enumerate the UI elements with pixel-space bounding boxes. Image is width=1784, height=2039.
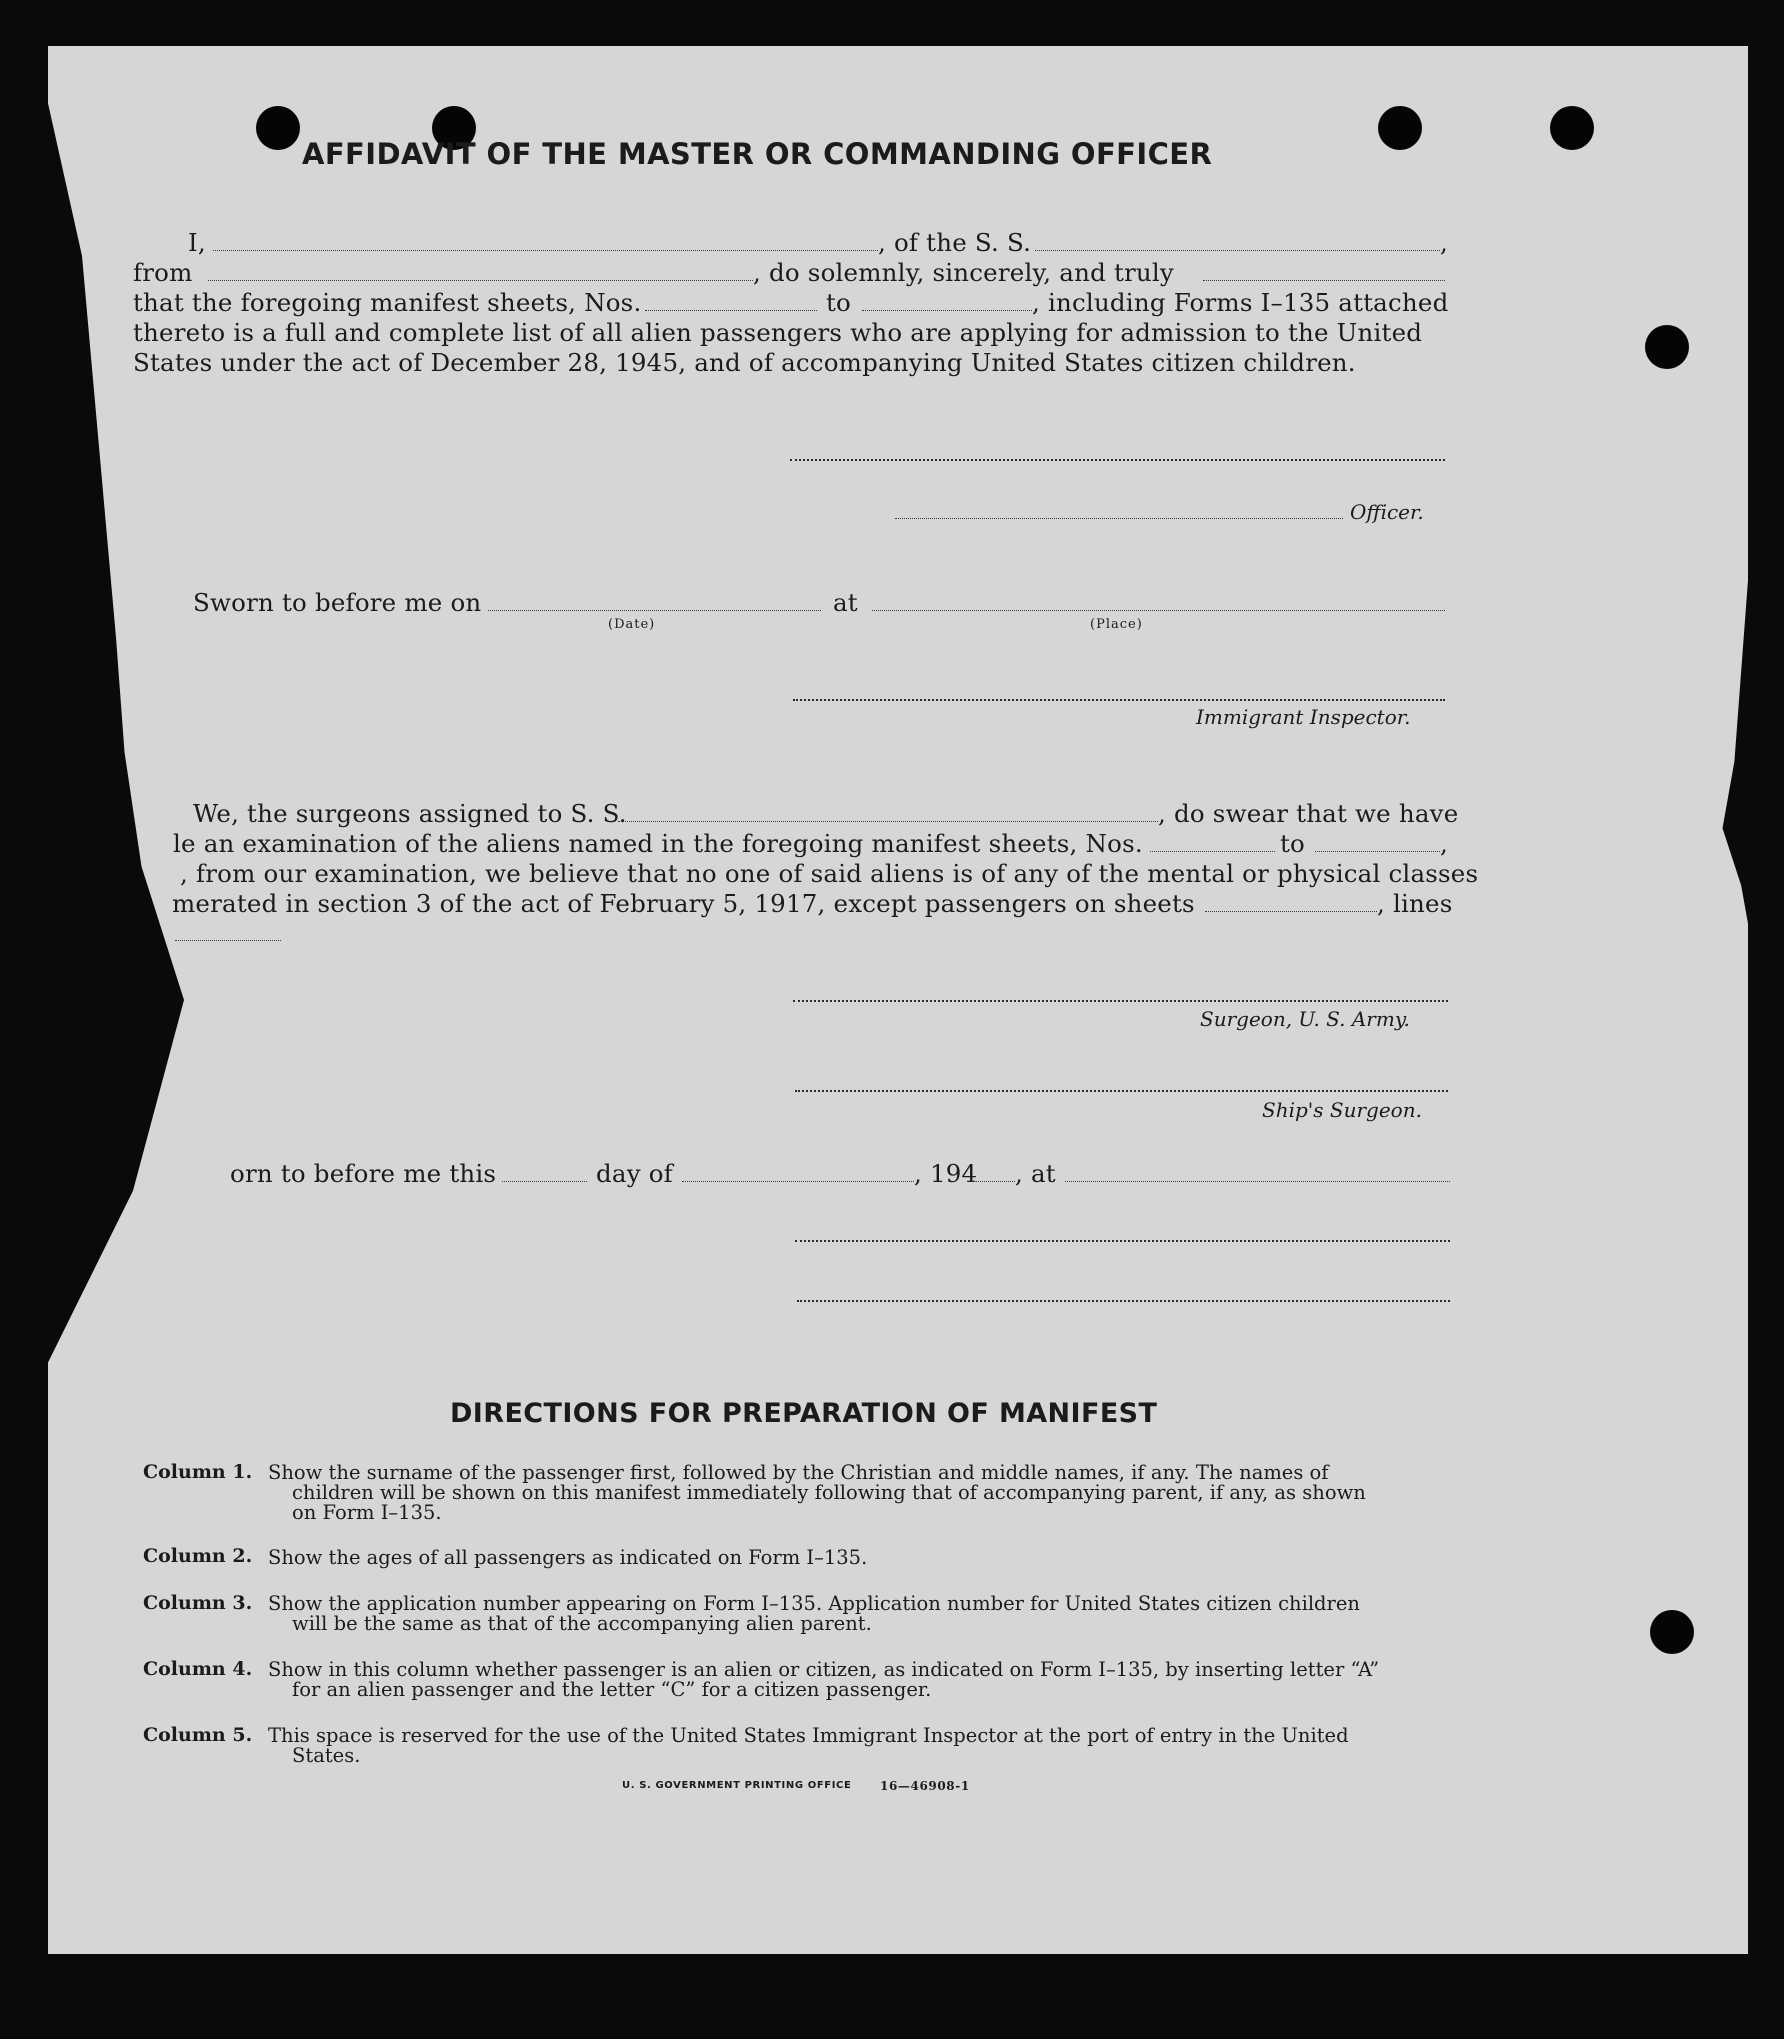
date-caption: (Date) <box>608 617 656 632</box>
affidavit-text: I, <box>188 228 206 257</box>
column-1-text: on Form I–135. <box>292 1501 442 1524</box>
punch-hole <box>1650 1610 1694 1654</box>
printer-imprint: U. S. GOVERNMENT PRINTING OFFICE <box>622 1780 852 1791</box>
surgeons-lines-field[interactable] <box>175 940 281 941</box>
column-1-text: children will be shown on this manifest immediately following that of accompanying parent, if any, as shown <box>292 1481 1366 1504</box>
column-4-text: Show in this column whether passenger is an alien or citizen, as indicated on Form I–135, by inserting letter “A” <box>268 1658 1380 1681</box>
column-2-label: Column 2. <box>143 1545 253 1567</box>
ship-name-field[interactable] <box>1035 250 1440 251</box>
column-5-text: States. <box>292 1744 361 1767</box>
column-3-text: Show the application number appearing on Form I–135. Application number for United States citizen children <box>268 1592 1360 1615</box>
affidavit-text: , including Forms I–135 attached <box>1032 288 1449 317</box>
officer-title-field[interactable] <box>895 518 1343 519</box>
affidavit-text: thereto is a full and complete list of all alien passengers who are applying for admission to the United <box>133 318 1423 347</box>
sworn2-day-field[interactable] <box>502 1181 587 1182</box>
punch-hole <box>1378 106 1422 150</box>
surgeons-text: We, the surgeons assigned to S. S. <box>193 799 627 828</box>
column-5-text: This space is reserved for the use of the United States Immigrant Inspector at the port of entry in the United <box>268 1724 1349 1747</box>
army-surgeon-label: Surgeon, U. S. Army. <box>1200 1007 1410 1031</box>
affidavit-text: States under the act of December 28, 1945, and of accompanying United States citizen children. <box>133 348 1356 377</box>
sworn2-signature-line[interactable] <box>795 1240 1450 1242</box>
surgeons-text: merated in section 3 of the act of February 5, 1917, except passengers on sheets <box>172 889 1195 918</box>
affidavit-text: that the foregoing manifest sheets, Nos. <box>133 288 642 317</box>
surgeons-sheet-to-field[interactable] <box>1315 851 1440 852</box>
column-1-text: Show the surname of the passenger first, followed by the Christian and middle names, if any. The names of <box>268 1461 1329 1484</box>
directions-title: DIRECTIONS FOR PREPARATION OF MANIFEST <box>450 1398 1158 1429</box>
place-caption: (Place) <box>1090 617 1143 632</box>
surgeons-sheets-field[interactable] <box>1205 911 1377 912</box>
affidavit-title: AFFIDAVIT OF THE MASTER OR COMMANDING OFFICER <box>302 137 1213 171</box>
column-3-label: Column 3. <box>143 1592 253 1614</box>
sworn2-text: , 194 <box>914 1159 978 1188</box>
sworn-date-field[interactable] <box>488 610 821 611</box>
ship-surgeon-signature-line[interactable] <box>795 1090 1448 1092</box>
affidavit-text: , do solemnly, sincerely, and truly <box>753 258 1174 287</box>
sworn-place-field[interactable] <box>872 610 1445 611</box>
surgeons-text: , from our examination, we believe that no one of said aliens is of any of the mental or physical classes <box>180 859 1479 888</box>
surgeons-text: le an examination of the aliens named in the foregoing manifest sheets, Nos. <box>173 829 1143 858</box>
army-surgeon-signature-line[interactable] <box>793 1000 1448 1002</box>
punch-hole <box>1550 106 1594 150</box>
column-2-text: Show the ages of all passengers as indicated on Form I–135. <box>268 1546 868 1569</box>
affidavit-text: , of the S. S. <box>878 228 1032 257</box>
sworn-text: Sworn to before me on <box>193 588 482 617</box>
punch-hole <box>1645 325 1689 369</box>
surgeons-sheet-from-field[interactable] <box>1150 851 1275 852</box>
surgeons-text: to <box>1280 829 1305 858</box>
surgeons-ship-field[interactable] <box>618 821 1158 822</box>
master-name-field[interactable] <box>213 250 878 251</box>
sworn2-month-field[interactable] <box>682 1181 914 1182</box>
departure-port-field[interactable] <box>208 280 753 281</box>
form-code: 16—46908-1 <box>880 1779 970 1793</box>
inspector-signature-line[interactable] <box>793 699 1445 701</box>
officer-label: Officer. <box>1350 500 1424 524</box>
column-3-text: will be the same as that of the accompanying alien parent. <box>292 1612 872 1635</box>
sworn2-text: , at <box>1015 1159 1056 1188</box>
surgeons-text: , <box>1440 829 1448 858</box>
sheet-from-field[interactable] <box>645 310 817 311</box>
affidavit-text: from <box>133 258 193 287</box>
sworn-text: at <box>833 588 858 617</box>
affidavit-text: to <box>826 288 851 317</box>
sheet-to-field[interactable] <box>862 310 1032 311</box>
column-5-label: Column 5. <box>143 1724 253 1746</box>
sworn2-text: orn to before me this <box>230 1159 497 1188</box>
column-1-label: Column 1. <box>143 1461 253 1483</box>
punch-hole <box>256 106 300 150</box>
sworn2-text: day of <box>596 1159 673 1188</box>
oath-field[interactable] <box>1203 280 1445 281</box>
sworn2-title-line[interactable] <box>797 1300 1450 1302</box>
sworn2-place-field[interactable] <box>1065 1181 1450 1182</box>
column-4-label: Column 4. <box>143 1658 253 1680</box>
affidavit-text: , <box>1440 228 1448 257</box>
inspector-label: Immigrant Inspector. <box>1196 705 1411 729</box>
sworn2-year-field[interactable] <box>972 1181 1015 1182</box>
ship-surgeon-label: Ship's Surgeon. <box>1262 1098 1422 1122</box>
officer-signature-line[interactable] <box>790 459 1445 461</box>
surgeons-text: , lines <box>1377 889 1453 918</box>
column-4-text: for an alien passenger and the letter “C” for a citizen passenger. <box>292 1678 932 1701</box>
surgeons-text: , do swear that we have <box>1158 799 1459 828</box>
